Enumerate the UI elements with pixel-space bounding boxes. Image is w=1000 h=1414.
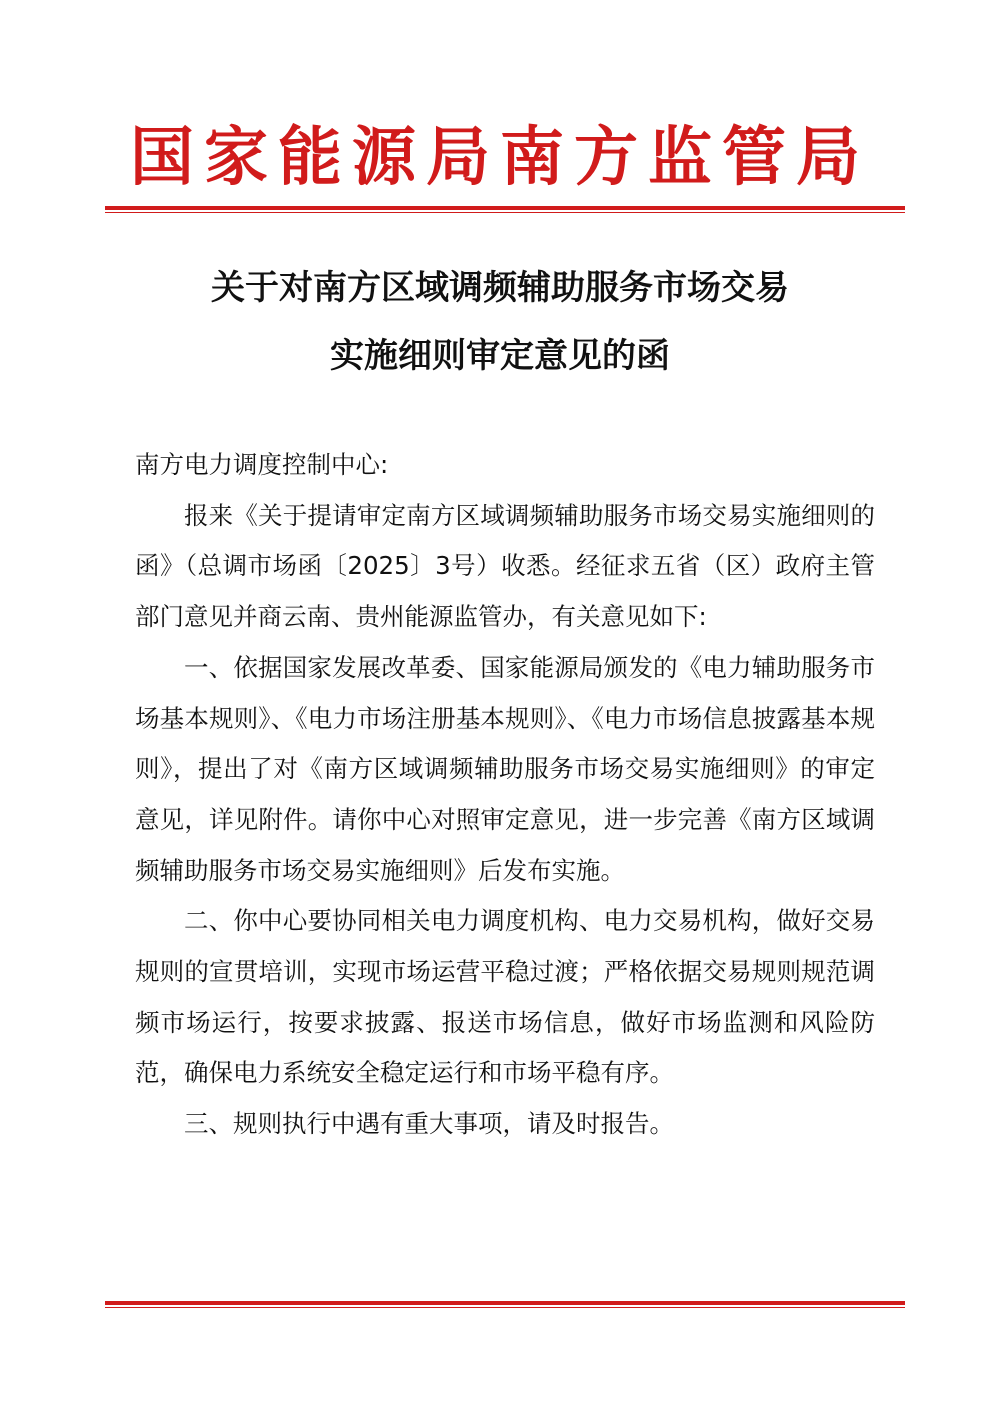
- document-body: [135, 440, 875, 1150]
- document-title-line-2: 实施细则审定意见的函: [330, 336, 670, 376]
- body-paragraph-intro: 报来《关于提请审定南方区域调频辅助服务市场交易实施细则的函》（总调市场函〔2025〕3号）收悉。经征求五省（区）政府主管部门意见并商云南、贵州能源监管办，有关意见如下:: [135, 500, 875, 632]
- salutation: 南方电力调度控制中心:: [135, 450, 389, 479]
- divider-thin-line: [105, 212, 905, 213]
- divider-thick-line: [105, 1301, 905, 1305]
- divider-thin-line: [105, 1307, 905, 1308]
- footer-divider: [105, 1301, 905, 1308]
- issuer-masthead: 国家能源局南方监管局: [130, 120, 870, 195]
- body-paragraph-3: 三、规则执行中遇有重大事项，请及时报告。: [184, 1109, 674, 1139]
- body-paragraph-1: 一、依据国家发展改革委、国家能源局颁发的《电力辅助服务市场基本规则》、《电力市场注册基本规则》、《电力市场信息披露基本规则》，提出了对《南方区域调频辅助服务市场交易实施细则》的审定意见，详见附件。请你中心对照审定意见，进一步完善《南方区域调频辅助服务市场交易实施细则》后发布实施。: [135, 652, 875, 885]
- document-title-line-1: 关于对南方区域调频辅助服务市场交易: [211, 268, 789, 308]
- divider-thick-line: [105, 206, 905, 210]
- masthead-divider: [105, 206, 905, 213]
- body-paragraph-2: 二、你中心要协同相关电力调度机构、电力交易机构，做好交易规则的宣贯培训，实现市场运营平稳过渡；严格依据交易规则规范调频市场运行，按要求披露、报送市场信息，做好市场监测和风险防范，确保电力系统安全稳定运行和市场平稳有序。: [135, 906, 875, 1088]
